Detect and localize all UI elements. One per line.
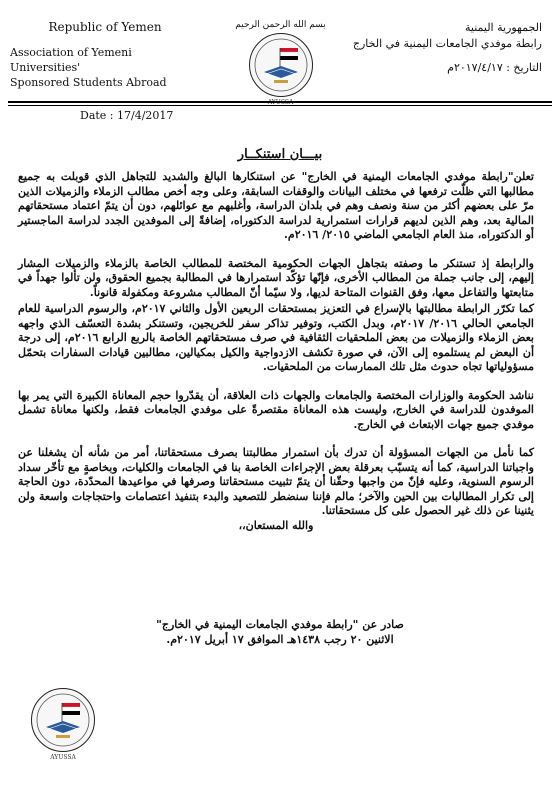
header-divider xyxy=(8,101,552,103)
country-name-ar: الجمهورية اليمنية xyxy=(464,21,542,34)
org-name-ar: رابطة موفدي الجامعات اليمنية في الخارج xyxy=(352,37,542,50)
closing-line: والله المستعان،، xyxy=(238,518,314,532)
country-name-en: Republic of Yemen xyxy=(48,20,162,34)
paragraph: تعلن"رابطة موفدي الجامعات اليمنية في الخارج" عن استنكارها البالغ والشديد للتجاهل الذي قوبلت به جميع مطالبها التي ظلّت ترفعها في مختلف البيانات والوقفات السابقة، وعلى وجه أخص مطالب الزملاء والزميلات الذين مرّ على بعضهم أكثر من سنة ونصف وهم في بلدان الدراسة، وأغلبهم مع عوائلهم، دون أن يتمّ اعتماد مستحقاتهم المالية بعد، وهم الذين لديهم قرارات استمرارية لدراسة الدكتوراه، إضافةً إلى الموفدين الجدد لدراسة الماجستير أو الدكتوراه، منذ العام الجامعي الماضي ٢٠١٥/ ٢٠١٦م. xyxy=(18,170,534,241)
seal-label: AYUSSA xyxy=(267,99,294,106)
org-name-en-line1: Association of Yemeni Universities' xyxy=(10,46,132,74)
statement-body xyxy=(18,170,534,533)
letterhead-center xyxy=(233,20,328,106)
stamp-emblem-icon xyxy=(32,689,94,751)
signature-date: الاثنين ٢٠ رجب ١٤٣٨هـ الموافق ١٧ أبريل ٢٠١٧م. xyxy=(166,633,394,646)
paragraph: نناشد الحكومة والوزارات المختصة والجامعات والجهات ذات العلاقة، أن يقدّروا حجم المعاناة الكبيرة التي يمر بها الموفدون للدراسة في الخارج، وليست هذه المعاناة مقتصرةً على موفدي الجامعات فقط، ولكنها معاناة تشمل موفدي جميع جهات الابتعاث في الخارج. xyxy=(18,388,534,431)
english-letterhead xyxy=(10,20,200,123)
seal-emblem-icon xyxy=(250,34,312,96)
signature-block xyxy=(0,617,560,647)
signature-issuer: صادر عن "رابطة موفدي الجامعات اليمنية في الخارج" xyxy=(156,618,404,631)
header-divider-thin xyxy=(8,105,552,106)
statement-title: بيـــان استنكــار xyxy=(237,147,323,162)
association-stamp-logo xyxy=(31,688,95,752)
association-seal-logo xyxy=(249,33,313,97)
date-en: Date : 17/4/2017 xyxy=(80,109,174,122)
basmala: بسم الله الرحمن الرحيم xyxy=(235,20,326,30)
paragraph: كما تكرّر الرابطة مطالبتها بالإسراع في التعزيز بمستحقات الربعين الأول والثاني ٢٠١٧م، والرسوم الدراسية للعام الجامعي الحالي ٢٠١٦/ ٢٠١٧م، وبدل الكتب، وتوفير تذاكر سفر للخريجين، وتستنكر بشدة التعسّف الذي واجهه بعض الزملاء والزميلات من بعض الملحقيات الثقافية في صرف مستحقاتهم الخاصة بالربع الرابع ٢٠١٦م، إلى درجة أن البعض لم يستلموه إلى الآن، في صورة تكشف الازدواجية والكيل بمكيالين، مطالبين قيادات السفارات بتحمّل مسؤولياتها تجاه حدوث مثل تلك الممارسات من الملحقيات. xyxy=(18,302,534,373)
paragraph: والرابطة إذ تستنكر ما وصفته بتجاهل الجهات الحكومية المختصة للمطالب الخاصة بالزملاء والزميلات المشار إليهم، إلى جانب جملة من المطالب الأخرى، فإنّها تؤكّد استمرارها في المطالبة بجميع الحقوق، ولن تألوا جهداً في متابعتها والتفاعل معها، وفق القنوات المتاحة لديها، ولا سيّما أنّ المطالب مشروعة ومكفولة قانوناً. xyxy=(18,256,534,299)
arabic-letterhead xyxy=(342,20,542,76)
org-name-en-line2: Sponsored Students Abroad xyxy=(10,76,167,89)
footer-stamp xyxy=(28,688,98,761)
date-ar: التاريخ : ٢٠١٧/٤/١٧م xyxy=(447,61,542,74)
paragraph: كما نأمل من الجهات المسؤولة أن تدرك بأن استمرار مطالبتنا بصرف مستحقاتنا، أمر من شأنه أن يشغلنا عن واجباتنا الدراسية، كما أنه يتسبّب بعرقلة بعض الإجراءات الخاصة بنا في الجامعات والكليات، وبخاصةٍ مع تأخّر سداد الرسوم السنوية، وعليه فإنّ من واجبها وحقّنا أن يتمّ تثبيت مستحقاتنا وصرفها في مواعيدها المحدّدة، دون الحاجة إلى تكرار المطالبات بين الحين والآخر؛ مالم فإننا سنضطر للتصعيد والبدء بتنفيذ اعتصامات واحتجاجات واسعة ولن يثنينا عن ذلك غير الحصول على كل مستحقاتنا. xyxy=(18,446,534,517)
stamp-label: AYUSSA xyxy=(50,754,76,761)
